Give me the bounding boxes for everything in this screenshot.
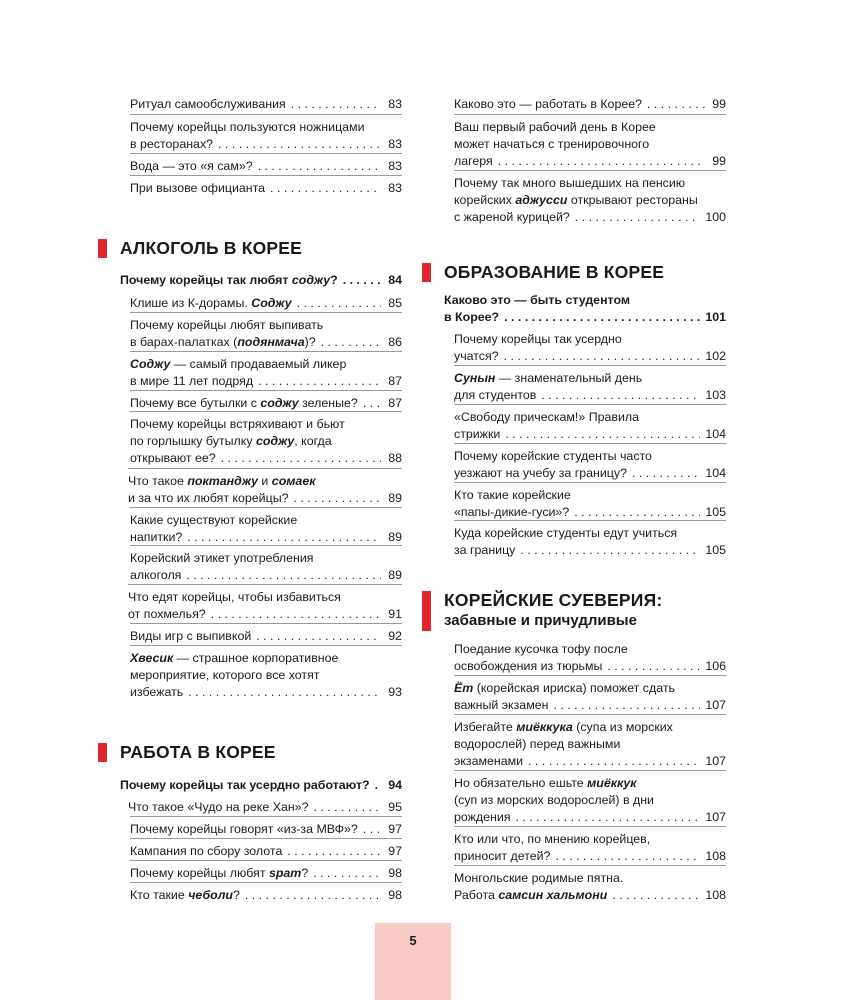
toc-entry[interactable]: Какие существуют корейские напитки? . . . 89 <box>120 512 402 546</box>
toc-entry[interactable]: Почему корейцы пользуются ножницами в ресторанах? . . . 83 <box>120 119 402 153</box>
toc-entry[interactable]: Монгольские родимые пятна. Работа самсин хальмони . . . 108 <box>444 870 726 904</box>
section-marker <box>422 263 431 282</box>
toc-entry[interactable]: Почему так много вышедших на пенсию корейских аджусси открывают рестораны с жареной курицей? . . . 100 <box>444 175 726 226</box>
toc-entry[interactable]: Почему корейцы говорят «из-за МВФ»? . . . 97 <box>120 821 402 838</box>
toc-entry[interactable]: Корейский этикет употребления алкоголя . . . 89 <box>120 550 402 584</box>
toc-entry[interactable]: Ёт (корейская ириска) поможет сдать важный экзамен . . . 107 <box>444 680 726 714</box>
toc-entry[interactable]: Соджу — самый продаваемый ликер в мире 11 лет подряд . . . 87 <box>120 356 402 390</box>
toc-entry[interactable]: Почему корейцы любят выпивать в барах-палатках (подянмача)? . . . 86 <box>120 317 402 351</box>
section-marker <box>98 743 107 762</box>
toc-entry[interactable]: Что такое поктанджу и сомаек и за что их любят корейцы? . . . 89 <box>120 473 402 507</box>
section-heading-superstitions: КОРЕЙСКИЕ СУЕВЕРИЯ: забавные и причудливые <box>422 590 662 631</box>
page-number: 5 <box>409 933 417 948</box>
toc-chapter-entry[interactable]: Почему корейцы так любят соджу? . . . 84 <box>120 272 402 289</box>
toc-entry[interactable]: Виды игр с выпивкой . . . 92 <box>120 628 402 645</box>
toc-entry[interactable]: Каково это — работать в Корее? . . . 99 <box>444 96 726 113</box>
toc-entry[interactable]: Кто такие чеболи? . . . 98 <box>120 887 402 904</box>
toc-entry[interactable]: При вызове официанта . . . 83 <box>120 180 402 197</box>
section-marker <box>422 591 431 631</box>
section-heading-education: ОБРАЗОВАНИЕ В КОРЕЕ <box>422 262 664 283</box>
toc-chapter-entry[interactable]: Каково это — быть студентом в Корее? . . . 101 <box>444 292 726 326</box>
toc-entry[interactable]: Хвесик — страшное корпоративное мероприятие, которого все хотят избежать . . . 93 <box>120 650 402 701</box>
toc-entry[interactable]: Что едят корейцы, чтобы избавиться от похмелья? . . . 91 <box>120 589 402 623</box>
toc-entry[interactable]: Куда корейские студенты едут учиться за границу . . . 105 <box>444 525 726 559</box>
toc-entry[interactable]: Клише из К-дорамы. Соджу . . . 85 <box>120 295 402 312</box>
toc-entry[interactable]: Поедание кусочка тофу после освобождения из тюрьмы . . . 106 <box>444 641 726 675</box>
toc-entry[interactable]: Кампания по сбору золота . . . 97 <box>120 843 402 860</box>
toc-entry[interactable]: Ваш первый рабочий день в Корее может начаться с тренировочного лагеря . . . 99 <box>444 119 726 170</box>
toc-entry[interactable]: Почему корейцы встряхивают и бьют по горлышку бутылку соджу, когда открывают ее? . . . 88 <box>120 416 402 467</box>
section-marker <box>98 239 107 258</box>
toc-entry[interactable]: Ритуал самообслуживания . . . 83 <box>120 96 402 113</box>
toc-entry[interactable]: Кто такие корейские «папы-дикие-гуси»? . . . 105 <box>444 487 726 521</box>
toc-entry[interactable]: Вода — это «я сам»? . . . 83 <box>120 158 402 175</box>
toc-entry[interactable]: Но обязательно ешьте миёккук (суп из морских водорослей) в дни рождения . . . 107 <box>444 775 726 826</box>
toc-entry[interactable]: Избегайте миёккука (супа из морских водорослей) перед важными экзаменами . . . 107 <box>444 719 726 770</box>
section-heading-work: РАБОТА В КОРЕЕ <box>98 742 276 763</box>
toc-entry[interactable]: Кто или что, по мнению корейцев, приносит детей? . . . 108 <box>444 831 726 865</box>
toc-entry[interactable]: Почему корейцы так усердно учатся? . . . 102 <box>444 331 726 365</box>
page-number-tab <box>375 923 451 1000</box>
toc-entry[interactable]: Сунын — знаменательный день для студентов . . . 103 <box>444 370 726 404</box>
toc-entry[interactable]: «Свободу прическам!» Правила стрижки . . . 104 <box>444 409 726 443</box>
toc-entry[interactable]: Что такое «Чудо на реке Хан»? . . . 95 <box>120 799 402 816</box>
toc-chapter-entry[interactable]: Почему корейцы так усердно работают? . . . 94 <box>120 777 402 794</box>
section-heading-alcohol: АЛКОГОЛЬ В КОРЕЕ <box>98 238 302 259</box>
toc-entry[interactable]: Почему корейские студенты часто уезжают на учебу за границу? . . . 104 <box>444 448 726 482</box>
toc-entry[interactable]: Почему корейцы любят spam? . . . 98 <box>120 865 402 882</box>
toc-entry[interactable]: Почему все бутылки с соджу зеленые? . . . 87 <box>120 395 402 412</box>
